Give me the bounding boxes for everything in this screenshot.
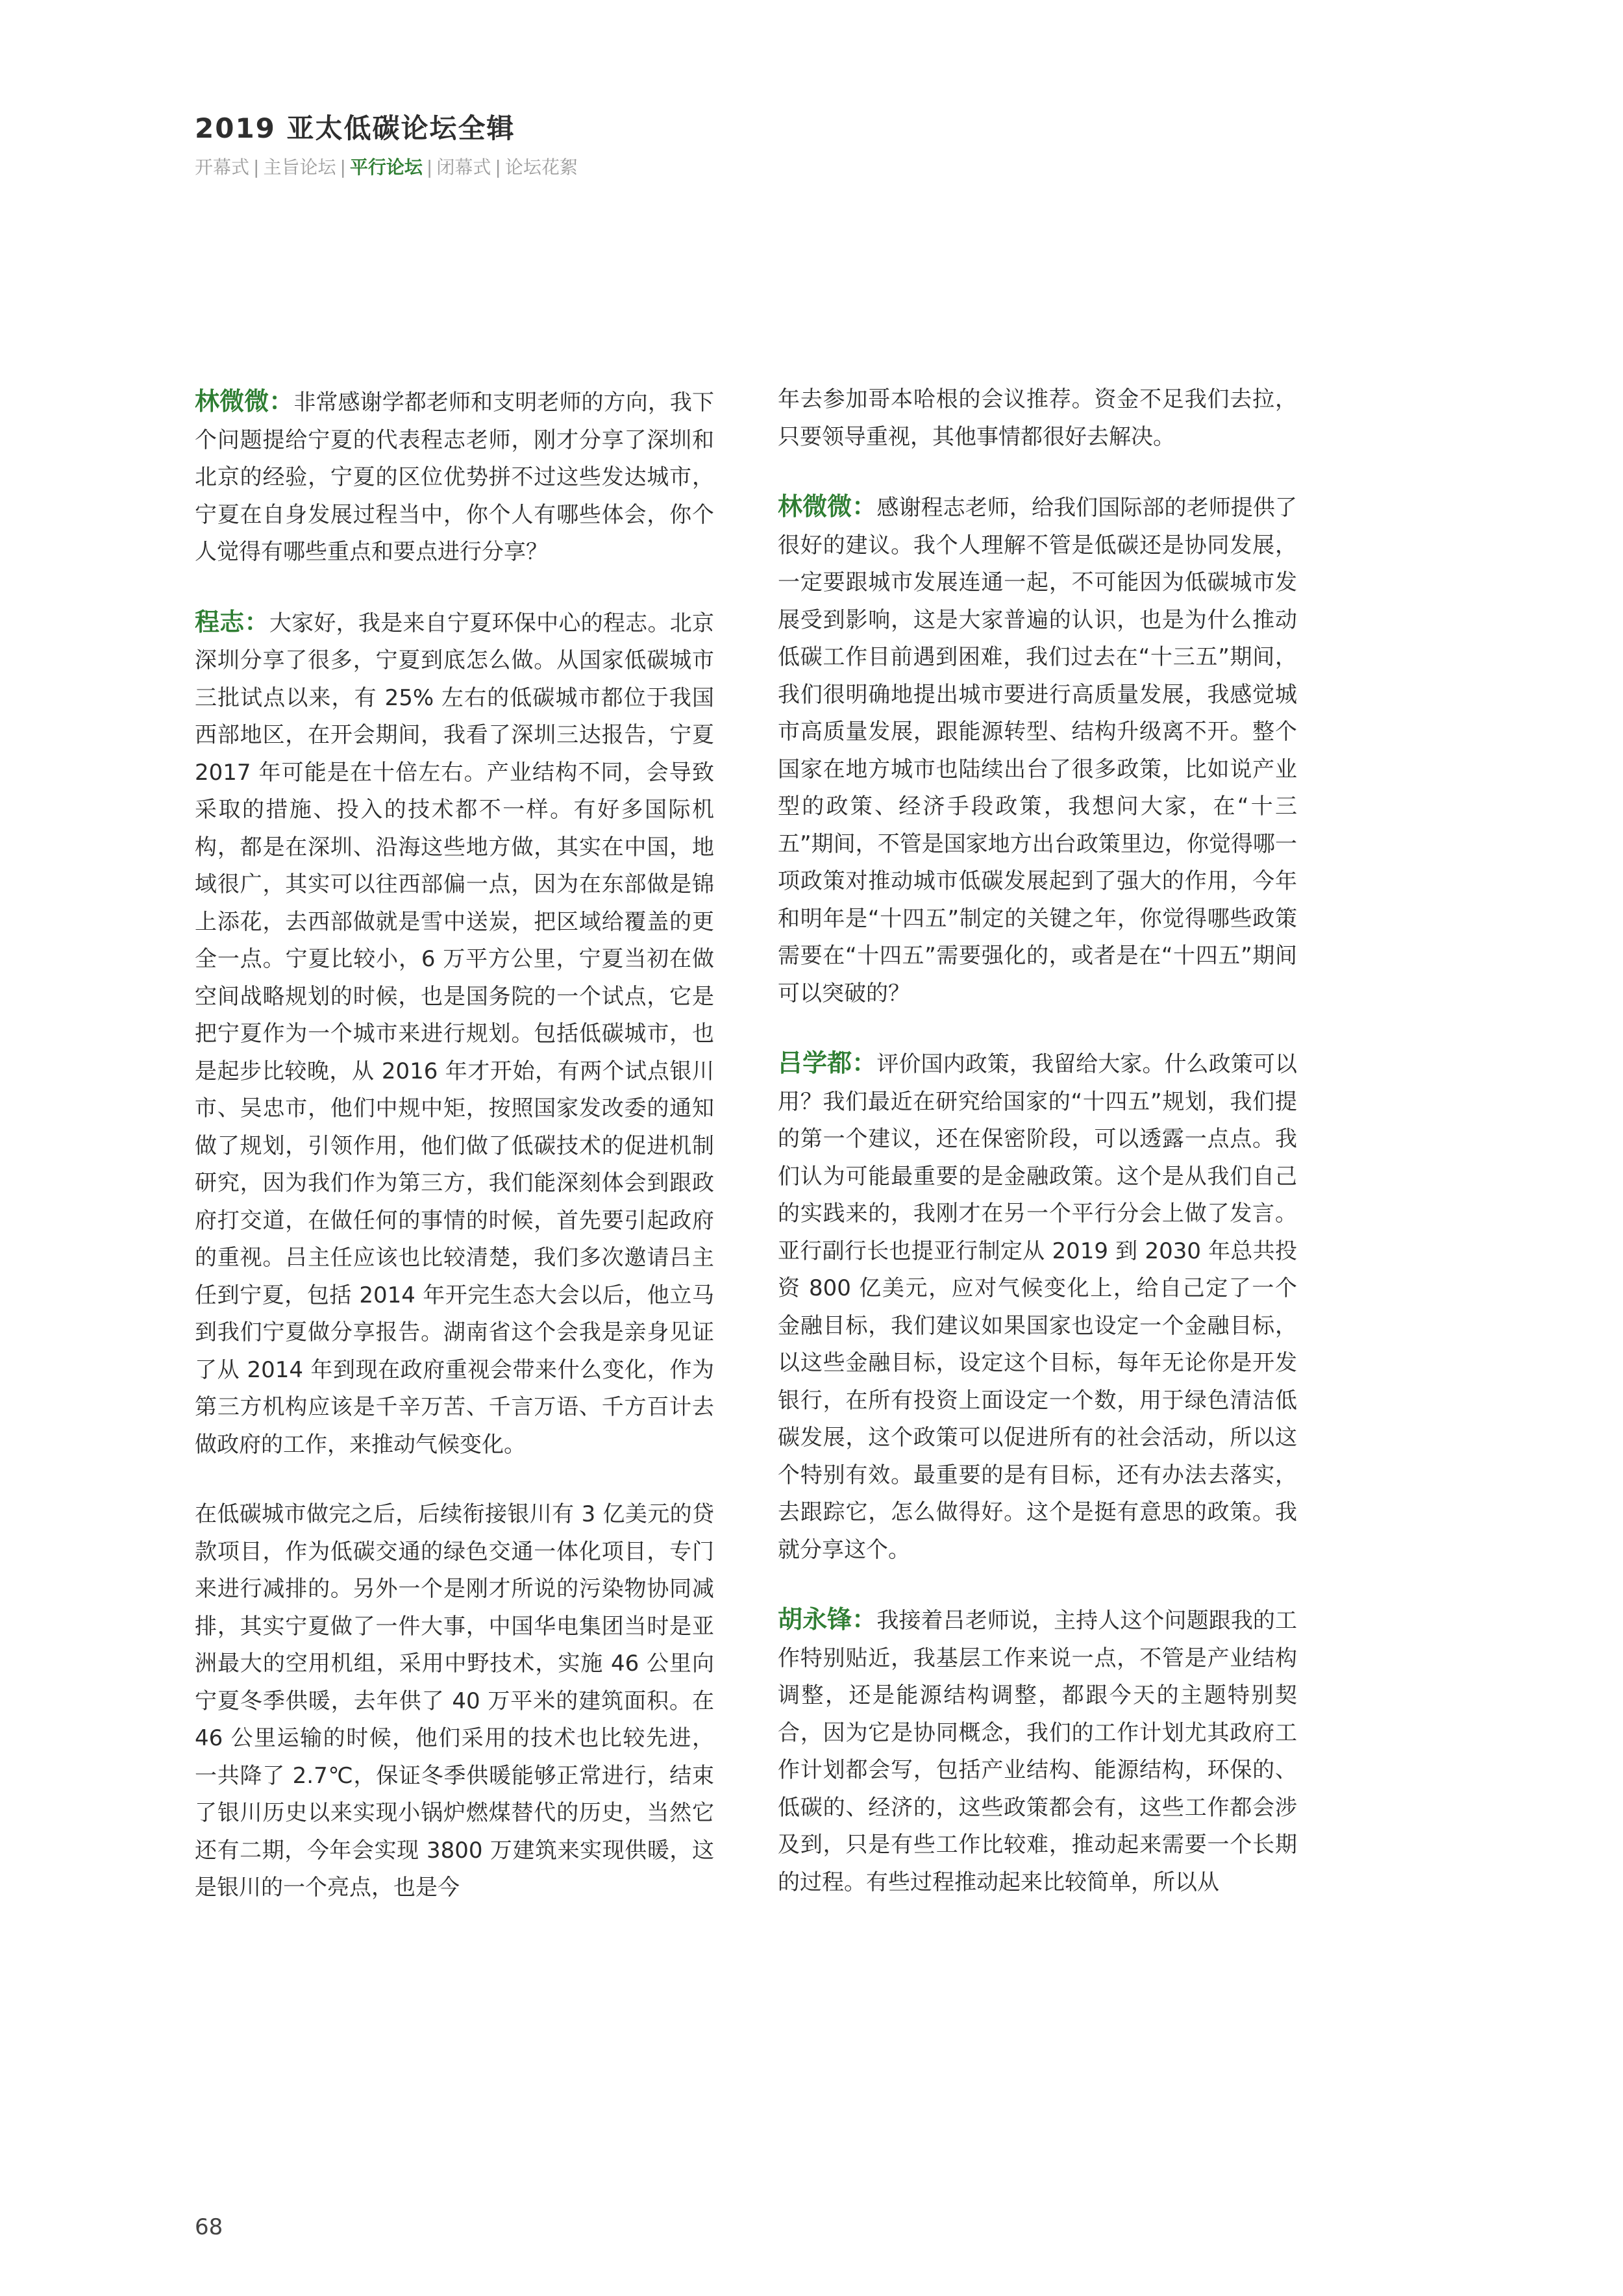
paragraph-text: 感谢程志老师，给我们国际部的老师提供了很好的建议。我个人理解不管是低碳还是协同发展，一定要跟城市发展连通一起，不可能因为低碳城市发展受到影响，这是大家普遍的认识，也是为什么推动低碳工作目前遇到困难，我们过去在“十三五”期间，我们很明确地提出城市要进行高质量发展，我感觉城市高质量发展，跟能源转型、结构升级离不开。整个国家在地方城市也陆续出台了很多政策，比如说产业型的政策、经济手段政策，我想问大家，在“十三五”期间，不管是国家地方出台政策里边，你觉得哪一项政策对推动城市低碳发展起到了强大的作用，今年和明年是“十四五”制定的关键之年，你觉得哪些政策需要在“十四五”需要强化的，或者是在“十四五”期间可以突破的？: [778, 495, 1297, 1006]
section-nav: [195, 155, 578, 181]
paragraph-text: 在低碳城市做完之后，后续衔接银川有 3 亿美元的贷款项目，作为低碳交通的绿色交通一体化项目，专门来进行减排的。另外一个是刚才所说的污染物协同减排，其实宁夏做了一件大事，中国华电集团当时是亚洲最大的空用机组，采用中野技术，实施 46 公里向宁夏冬季供暖，去年供了 40 万平米的建筑面积。在 46 公里运输的时候，他们采用的技术也比较先进，一共降了 2.7℃，保证冬季供暖能够正常进行，结束了银川历史以来实现小锅炉燃煤替代的历史，当然它还有二期，今年会实现 3800 万建筑来实现供暖，这是银川的一个亮点，也是今: [195, 1501, 714, 1901]
paragraph-text: 年去参加哥本哈根的会议推荐。资金不足我们去拉，只要领导重视，其他事情都很好去解决。: [778, 386, 1297, 450]
paragraph-lin-weiwei-1: [195, 383, 714, 571]
left-column: [195, 383, 714, 1940]
document-title: 2019 亚太低碳论坛全辑: [195, 112, 515, 144]
paragraph-carryover: [778, 381, 1297, 456]
nav-item-keynote[interactable]: 主旨论坛: [263, 156, 336, 178]
page-header: [195, 109, 578, 181]
paragraph-hu-yongfeng: [778, 1601, 1297, 1901]
speaker-name: 林微微：: [195, 387, 294, 416]
nav-separator: |: [426, 156, 433, 178]
speaker-name: 吕学都：: [778, 1049, 877, 1077]
paragraph-text: 非常感谢学都老师和支明老师的方向，我下个问题提给宁夏的代表程志老师，刚才分享了深圳和北京的经验，宁夏的区位优势拼不过这些发达城市，宁夏在自身发展过程当中，你个人有哪些体会，你个人觉得有哪些重点和要点进行分享？: [195, 390, 714, 565]
speaker-name: 胡永锋：: [778, 1605, 877, 1634]
paragraph-lv-xuedu: [778, 1045, 1297, 1569]
speaker-name: 程志：: [195, 607, 269, 636]
page-number: 68: [195, 2214, 223, 2240]
nav-item-opening[interactable]: 开幕式: [195, 156, 250, 178]
paragraph-text: 大家好，我是来自宁夏环保中心的程志。北京深圳分享了很多，宁夏到底怎么做。从国家低碳城市三批试点以来，有 25% 左右的低碳城市都位于我国西部地区，在开会期间，我看了深圳三达报告，宁夏 2017 年可能是在十倍左右。产业结构不同，会导致采取的措施、投入的技术都不一样。有好多国际机构，都是在深圳、沿海这些地方做，其实在中国，地域很广，其实可以往西部偏一点，因为在东部做是锦上添花，去西部做就是雪中送炭，把区域给覆盖的更全一点。宁夏比较小，6 万平方公里，宁夏当初在做空间战略规划的时候，也是国务院的一个试点，它是把宁夏作为一个城市来进行规划。包括低碳城市，也是起步比较晚，从 2016 年才开始，有两个试点银川市、吴忠市，他们中规中矩，按照国家发改委的通知做了规划，引领作用，他们做了低碳技术的促进机制研究，因为我们作为第三方，我们能深刻体会到跟政府打交道，在做任何的事情的时候，首先要引起政府的重视。吕主任应该也比较清楚，我们多次邀请吕主任到宁夏，包括 2014 年开完生态大会以后，他立马到我们宁夏做分享报告。湖南省这个会我是亲身见证了从 2014 年到现在政府重视会带来什么变化，作为第三方机构应该是千辛万苦、千言万语、千方百计去做政府的工作，来推动气候变化。: [195, 610, 714, 1458]
nav-separator: |: [495, 156, 501, 178]
nav-item-highlights[interactable]: 论坛花絮: [504, 156, 578, 178]
nav-separator: |: [253, 156, 260, 178]
paragraph-lin-weiwei-2: [778, 488, 1297, 1012]
speaker-name: 林微微：: [778, 492, 877, 521]
nav-item-parallel-forum[interactable]: 平行论坛: [349, 156, 423, 178]
paragraph-continuation: [195, 1496, 714, 1907]
paragraph-text: 我接着吕老师说，主持人这个问题跟我的工作特别贴近，我基层工作来说一点，不管是产业结构调整，还是能源结构调整，都跟今天的主题特别契合，因为它是协同概念，我们的工作计划尤其政府工作计划都会写，包括产业结构、能源结构，环保的、低碳的、经济的，这些政策都会有，这些工作都会涉及到，只是有些工作比较难，推动起来需要一个长期的过程。有些过程推动起来比较简单，所以从: [778, 1608, 1297, 1895]
right-column: [778, 381, 1297, 1934]
nav-separator: |: [340, 156, 346, 178]
paragraph-text: 评价国内政策，我留给大家。什么政策可以用？我们最近在研究给国家的“十四五”规划，我们提的第一个建议，还在保密阶段，可以透露一点点。我们认为可能最重要的是金融政策。这个是从我们自己的实践来的，我刚才在另一个平行分会上做了发言。亚行副行长也提亚行制定从 2019 到 2030 年总共投资 800 亿美元，应对气候变化上，给自己定了一个金融目标，我们建议如果国家也设定一个金融目标，以这些金融目标，设定这个目标，每年无论你是开发银行，在所有投资上面设定一个数，用于绿色清洁低碳发展，这个政策可以促进所有的社会活动，所以这个特别有效。最重要的是有目标，还有办法去落实，去跟踪它，怎么做得好。这个是挺有意思的政策。我就分享这个。: [778, 1051, 1297, 1563]
nav-item-closing[interactable]: 闭幕式: [436, 156, 491, 178]
paragraph-cheng-zhi: [195, 604, 714, 1464]
